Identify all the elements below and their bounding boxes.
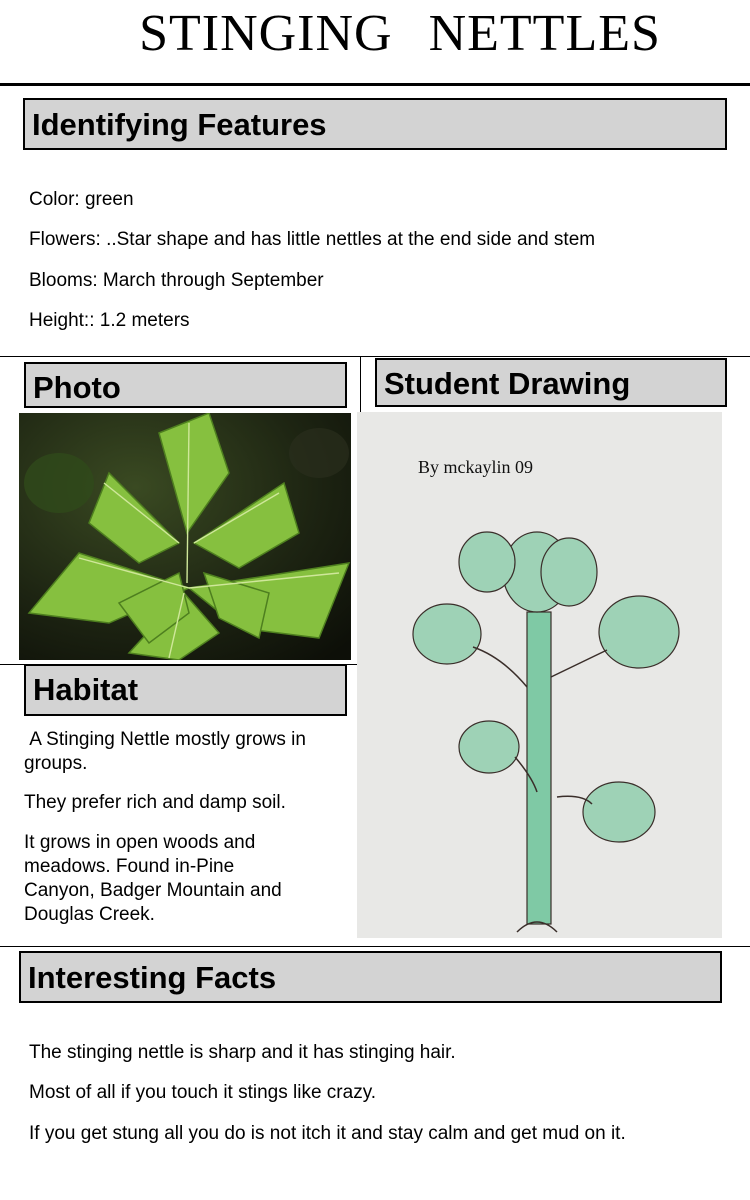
habitat-text — [24, 728, 354, 927]
feature-height: Height:: 1.2 meters — [29, 310, 190, 331]
habitat-paragraph — [24, 831, 354, 927]
habitat-line: Canyon, Badger Mountain and — [24, 880, 282, 901]
page-title: STINGING NETTLES — [139, 5, 661, 62]
habitat-heading: Habitat — [24, 664, 347, 716]
drawing-sketch — [357, 412, 722, 938]
column-divider — [360, 356, 361, 412]
identifying-features-heading: Identifying Features — [23, 98, 727, 150]
habitat-paragraph — [24, 791, 354, 815]
student-drawing — [357, 412, 722, 938]
fact-line: If you get stung all you do is not itch it and stay calm and get mud on it. — [29, 1123, 626, 1144]
drawing-caption: By mckaylin 09 — [418, 457, 533, 477]
facts-divider — [0, 946, 750, 947]
habitat-paragraph — [24, 728, 354, 776]
habitat-line: meadows. Found in-Pine — [24, 856, 235, 877]
nettle-photo-image — [19, 413, 351, 660]
habitat-line: Douglas Creek. — [24, 904, 155, 925]
habitat-line: groups. — [24, 753, 88, 774]
feature-flowers: Flowers: ..Star shape and has little nettles at the end side and stem — [29, 229, 596, 250]
feature-color: Color: green — [29, 189, 134, 210]
fact-line: The stinging nettle is sharp and it has stinging hair. — [29, 1042, 456, 1063]
habitat-line: It grows in open woods and — [24, 832, 256, 853]
habitat-line: A Stinging Nettle mostly grows in — [24, 729, 306, 750]
interesting-facts-heading: Interesting Facts — [19, 951, 722, 1003]
nettle-photo — [19, 413, 351, 660]
feature-blooms: Blooms: March through September — [29, 270, 324, 291]
photo-heading: Photo — [24, 362, 347, 408]
title-divider — [0, 83, 750, 86]
habitat-line: They prefer rich and damp soil. — [24, 792, 286, 813]
fact-line: Most of all if you touch it stings like crazy. — [29, 1082, 377, 1103]
student-drawing-heading: Student Drawing — [375, 358, 727, 407]
section-divider — [0, 356, 750, 357]
